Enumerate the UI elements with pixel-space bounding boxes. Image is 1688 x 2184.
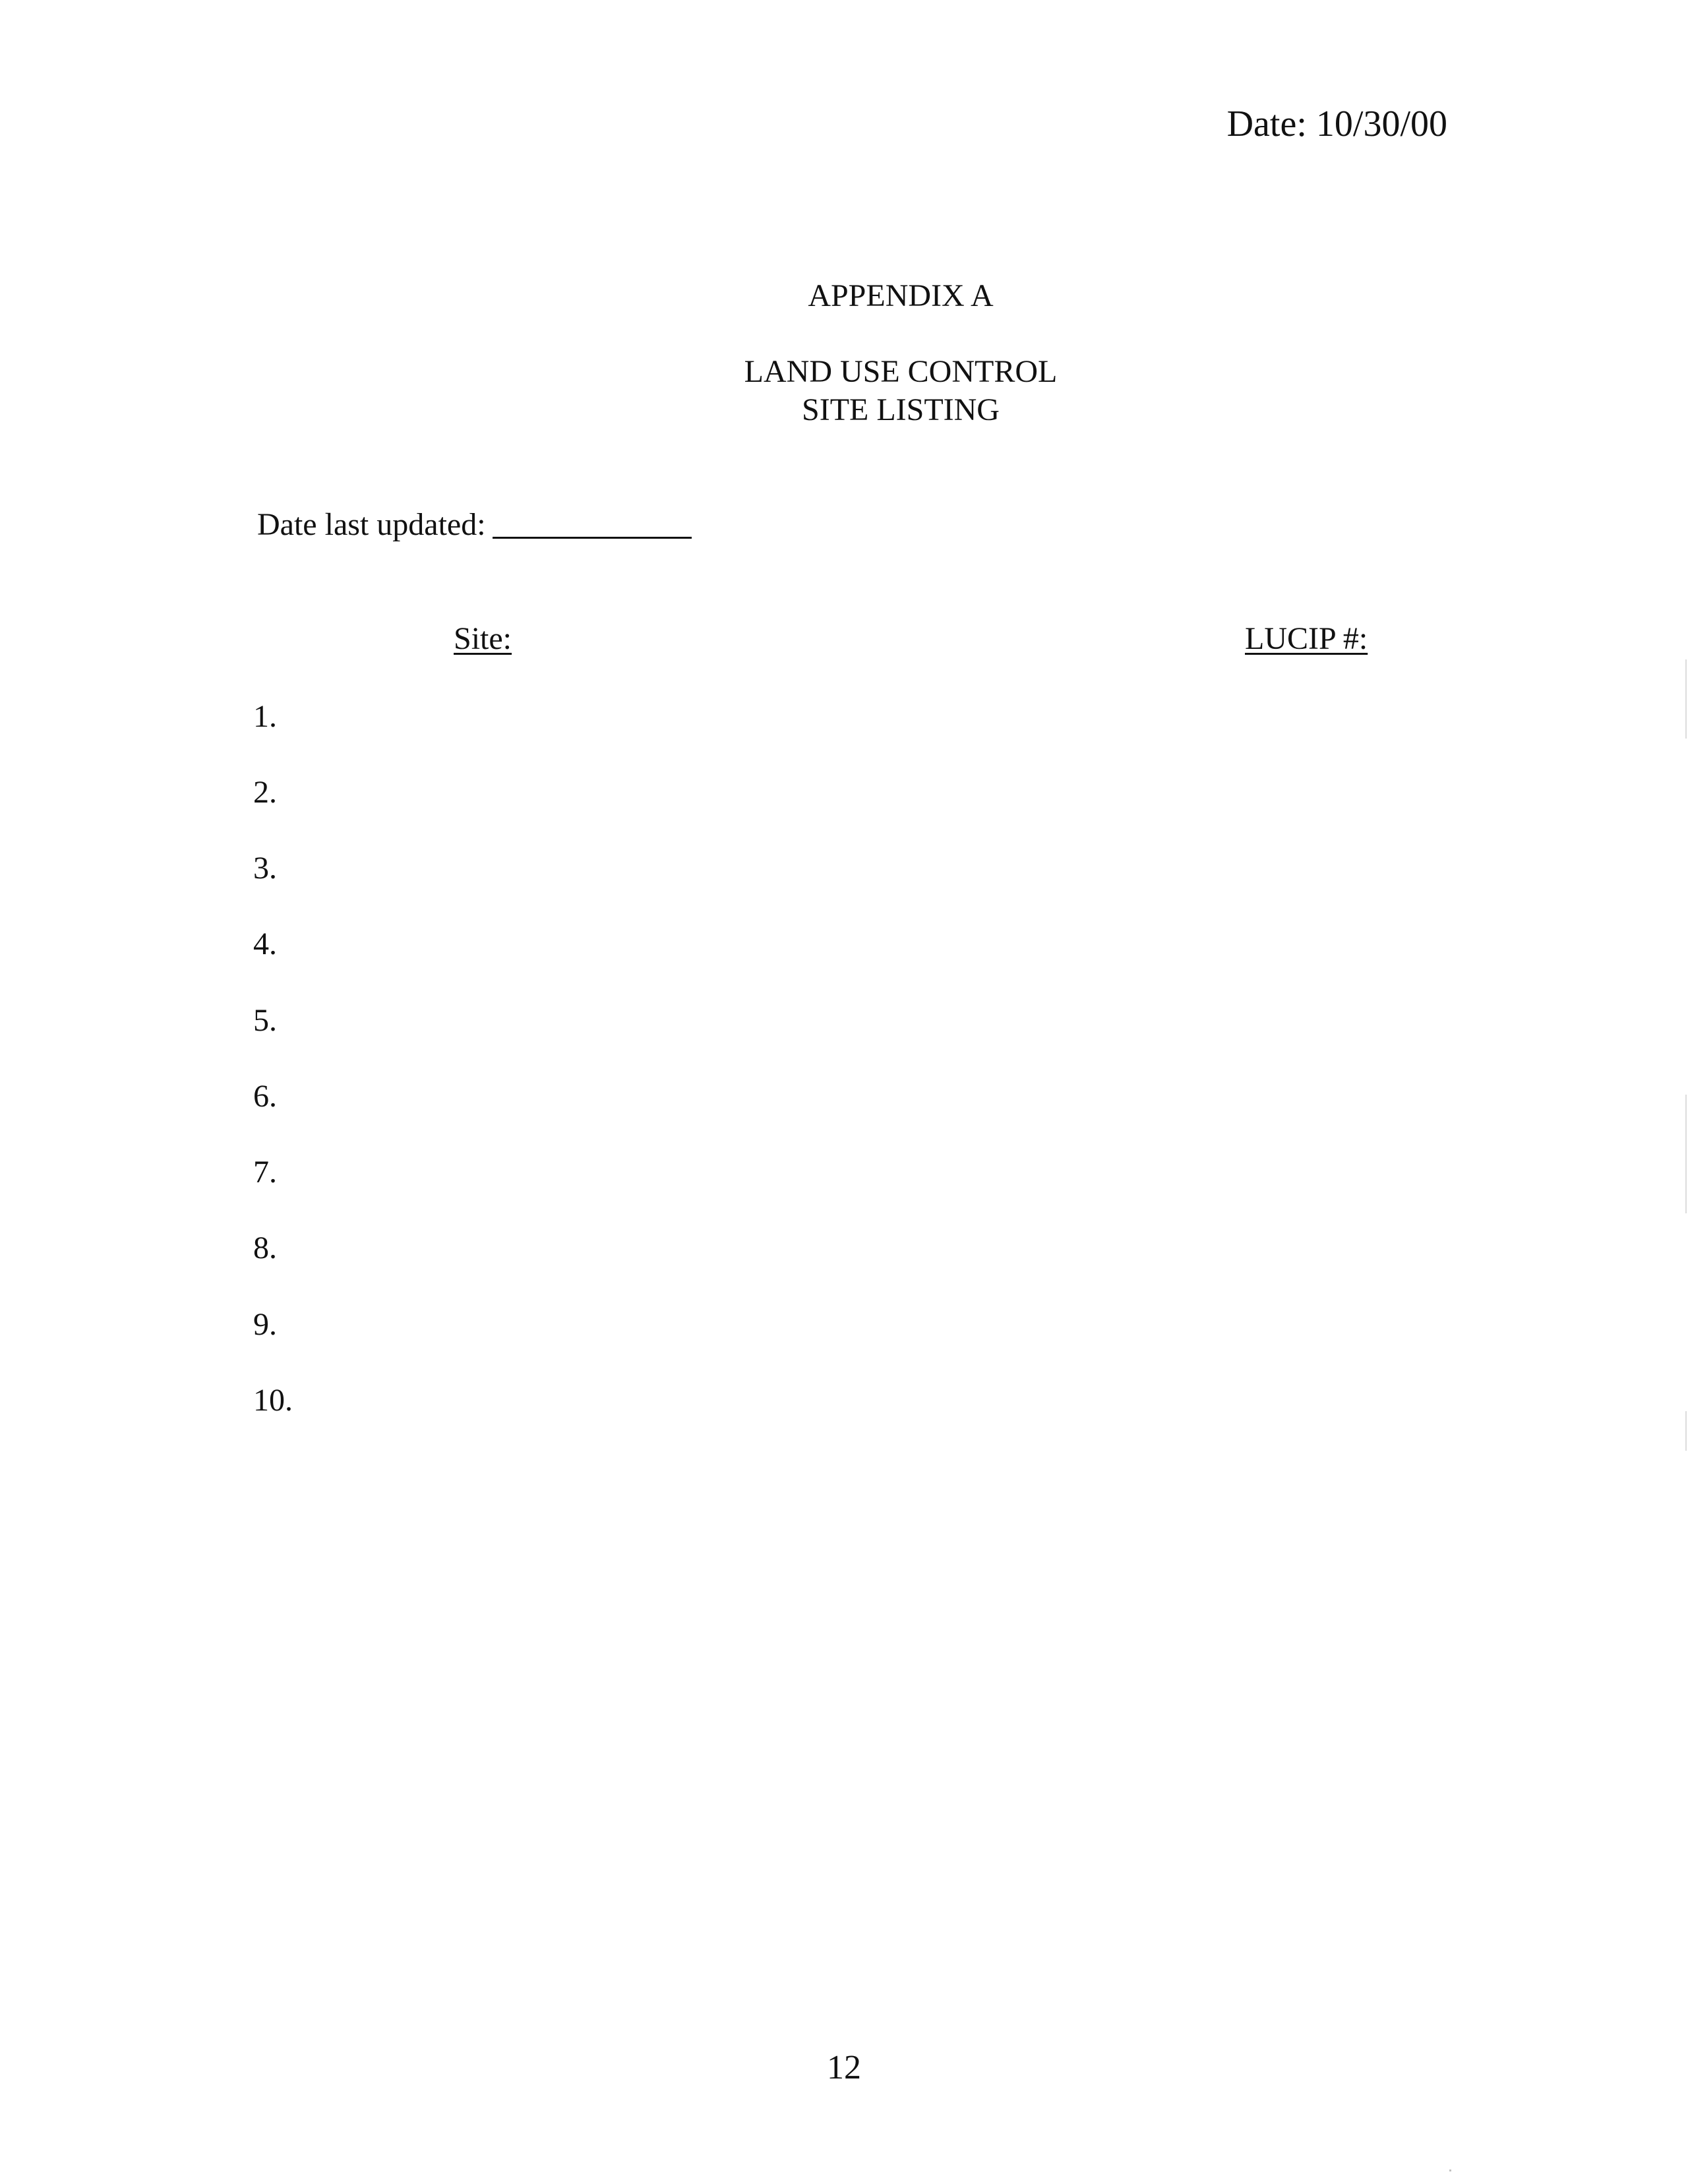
date-last-updated-label: Date last updated: <box>257 507 486 542</box>
list-item-number: 9. <box>253 1307 277 1342</box>
scan-artifact <box>1449 2169 1451 2171</box>
scan-artifact <box>1685 1095 1687 1213</box>
scan-artifact <box>1685 1411 1687 1451</box>
section-title-line-2: SITE LISTING <box>802 392 1000 427</box>
section-title-line-1: LAND USE CONTROL <box>744 354 1058 389</box>
site-column-header: Site: <box>454 621 512 656</box>
date-last-updated <box>257 509 692 541</box>
document-date: Date: 10/30/00 <box>1226 104 1447 144</box>
list-item-number: 2. <box>253 775 277 810</box>
list-item-number: 8. <box>253 1230 277 1265</box>
scan-artifact <box>1685 659 1687 739</box>
list-item-number: 10. <box>253 1383 293 1418</box>
list-item-number: 7. <box>253 1155 277 1190</box>
lucip-column-header: LUCIP #: <box>1245 621 1368 656</box>
list-item-number: 3. <box>253 851 277 886</box>
appendix-title: APPENDIX A <box>808 278 994 313</box>
list-item-number: 5. <box>253 1003 277 1038</box>
list-item-number: 6. <box>253 1079 277 1114</box>
page-number: 12 <box>827 2049 861 2086</box>
list-item-number: 1. <box>253 699 277 734</box>
list-item-number: 4. <box>253 926 277 961</box>
date-blank-line <box>493 536 692 539</box>
